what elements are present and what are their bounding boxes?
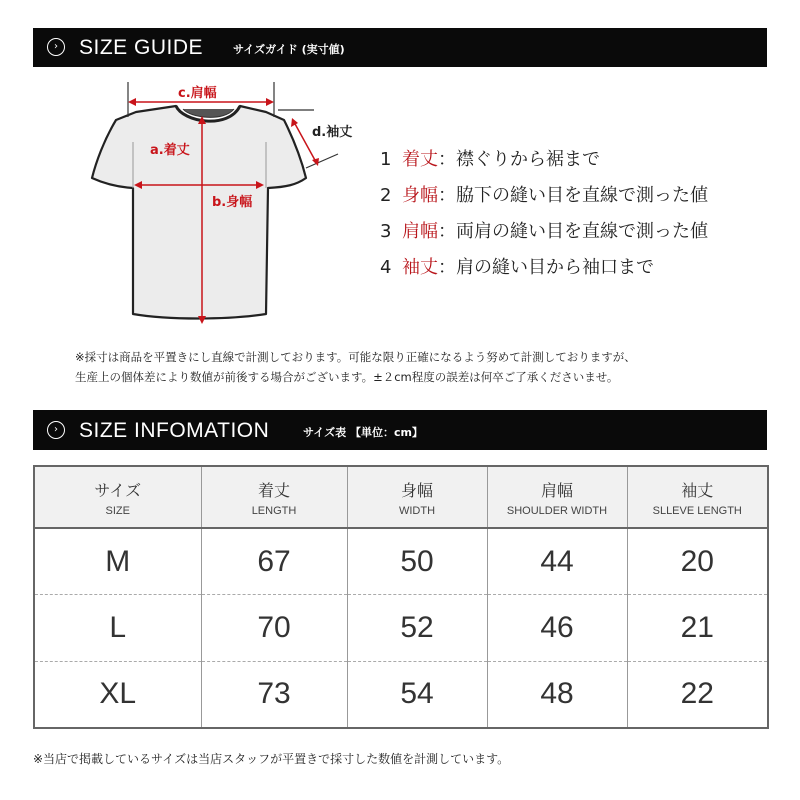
guide-item: 3 肩幅：両肩の縫い目を直線で測った値 bbox=[380, 221, 708, 242]
label-b: b.身幅 bbox=[212, 195, 253, 210]
column-header: サイズ SIZE bbox=[34, 466, 201, 528]
table-row bbox=[34, 661, 768, 728]
table-cell: 54 bbox=[347, 661, 487, 728]
table-cell: 44 bbox=[487, 528, 627, 595]
table-cell: 52 bbox=[347, 595, 487, 661]
label-d: d.袖丈 bbox=[312, 125, 353, 140]
table-header-row bbox=[34, 466, 768, 528]
guide-item: 4 袖丈：肩の縫い目から袖口まで bbox=[380, 257, 654, 278]
table-cell: M bbox=[34, 528, 201, 595]
column-header: 着丈 LENGTH bbox=[201, 466, 347, 528]
table-cell: 50 bbox=[347, 528, 487, 595]
table-cell: 67 bbox=[201, 528, 347, 595]
size-info-header bbox=[33, 410, 767, 450]
measurement-note: ※採寸は商品を平置きにし直線で計測しております。可能な限り正確になるよう努めて計測しておりますが、 生産上の個体差により数値が前後する場合がございます。±２cm程度の誤差は何卒ご了承くださいませ。 bbox=[75, 350, 636, 384]
measurement-guide-list bbox=[380, 148, 708, 292]
section-subtitle: サイズ表 【単位：cm】 bbox=[303, 426, 423, 439]
footer-note: ※当店で掲載しているサイズは当店スタッフが平置きで採寸した数値を計測しています。 bbox=[33, 752, 510, 766]
column-header: 身幅 WIDTH bbox=[347, 466, 487, 528]
table-cell: XL bbox=[34, 661, 201, 728]
chevron-right-icon: › bbox=[47, 421, 65, 439]
table-cell: 48 bbox=[487, 661, 627, 728]
table-cell: 70 bbox=[201, 595, 347, 661]
column-header: 袖丈 SLLEVE LENGTH bbox=[627, 466, 768, 528]
section-title: SIZE INFOMATION bbox=[79, 419, 270, 442]
chevron-right-icon: › bbox=[47, 38, 65, 56]
label-c: c.肩幅 bbox=[178, 86, 217, 101]
table-cell: 21 bbox=[627, 595, 768, 661]
table-cell: 73 bbox=[201, 661, 347, 728]
table-cell: 22 bbox=[680, 677, 714, 711]
tshirt-illustration bbox=[92, 106, 306, 319]
label-a: a.着丈 bbox=[150, 143, 190, 158]
table-row bbox=[34, 595, 768, 661]
tshirt-measurement-diagram bbox=[88, 82, 373, 337]
table-row bbox=[34, 528, 768, 595]
size-guide-header bbox=[33, 28, 767, 67]
guide-item: 1 着丈：襟ぐりから裾まで bbox=[380, 149, 600, 170]
size-table bbox=[33, 465, 769, 729]
table-cell: 20 bbox=[627, 528, 768, 595]
table-cell: L bbox=[34, 595, 201, 661]
section-title: SIZE GUIDE bbox=[79, 36, 204, 59]
guide-item: 2 身幅：脇下の縫い目を直線で測った値 bbox=[380, 185, 708, 206]
table-cell: 46 bbox=[487, 595, 627, 661]
column-header: 肩幅 SHOULDER WIDTH bbox=[487, 466, 627, 528]
section-subtitle: サイズガイド (実寸値) bbox=[233, 43, 345, 56]
